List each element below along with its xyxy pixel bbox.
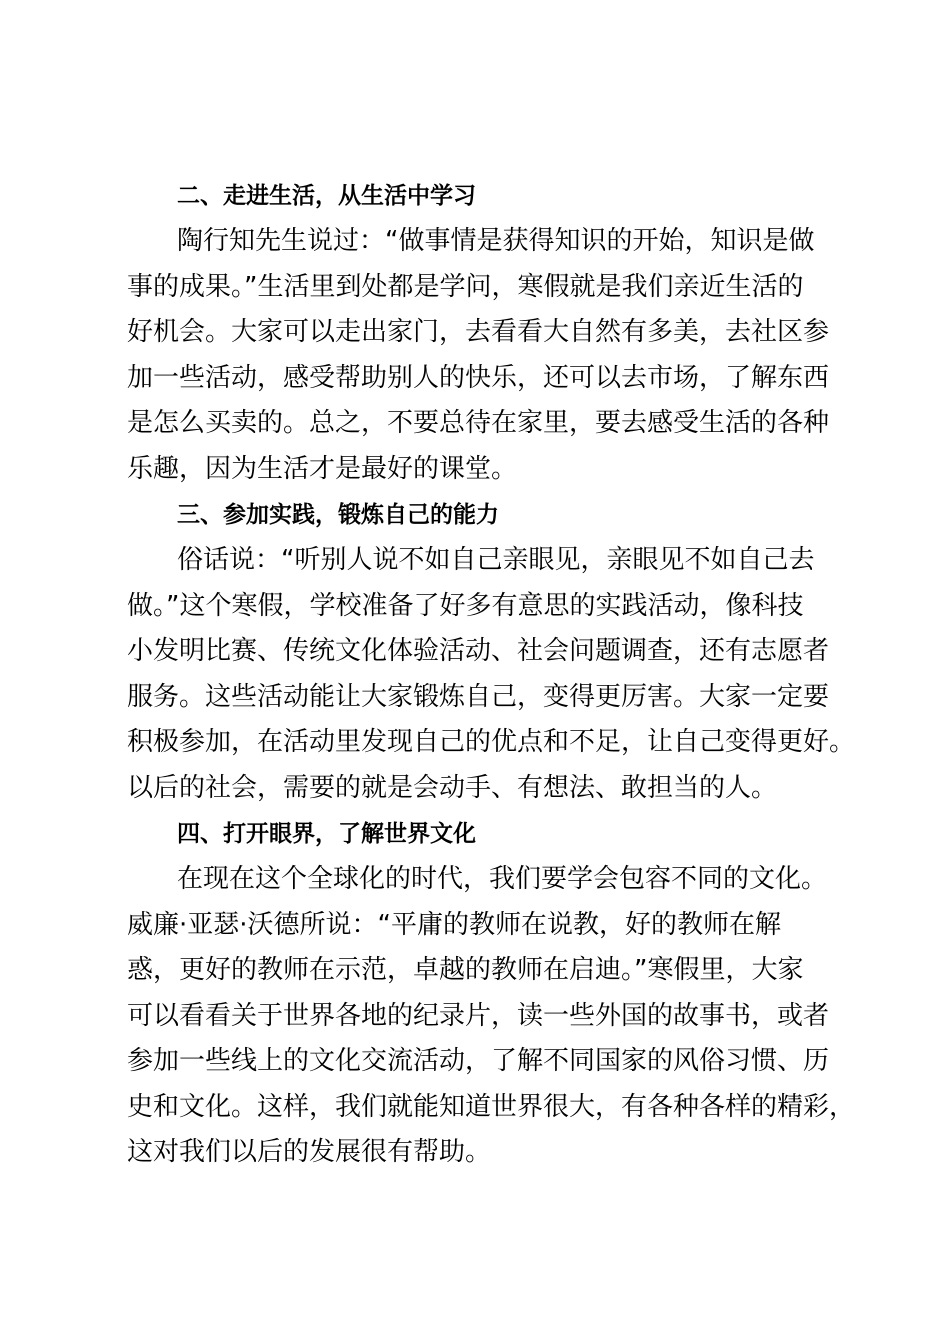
document-body — [127, 173, 857, 1176]
text-line: 俗话说：“听别人说不如自己亲眼见，亲眼见不如自己去 — [177, 545, 815, 575]
text-line: 乐趣，因为生活才是最好的课堂。 — [127, 453, 518, 484]
text-line: 加一些活动，感受帮助别人的快乐，还可以去市场，了解东西 — [127, 362, 830, 393]
text-line: 威廉·亚瑟·沃德所说：“平庸的教师在说教，好的教师在解 — [127, 909, 781, 940]
section-heading: 三、参加实践，锻炼自己的能力 — [177, 502, 499, 528]
section-life-learning — [127, 173, 857, 492]
text-line: 做。”这个寒假，学校准备了好多有意思的实践活动，像科技 — [127, 590, 804, 621]
section-paragraph — [127, 219, 857, 492]
section-heading: 二、走进生活，从生活中学习 — [177, 183, 476, 209]
text-line: 好机会。大家可以走出家门，去看看大自然有多美，去社区参 — [127, 317, 830, 347]
text-line: 在现在这个全球化的时代，我们要学会包容不同的文化。 — [177, 864, 828, 894]
text-line: 参加一些线上的文化交流活动，了解不同国家的风俗习惯、历 — [127, 1046, 830, 1076]
text-line: 这对我们以后的发展很有帮助。 — [127, 1137, 492, 1167]
section-heading: 四、打开眼界，了解世界文化 — [177, 821, 476, 847]
text-line: 事的成果。”生活里到处都是学问，寒假就是我们亲近生活的 — [127, 271, 804, 302]
section-paragraph — [127, 857, 857, 1176]
text-line: 以后的社会，需要的就是会动手、有想法、敢担当的人。 — [127, 772, 778, 803]
section-world-culture — [127, 811, 857, 1176]
text-line: 可以看看关于世界各地的纪录片，读一些外国的故事书，或者 — [127, 1000, 830, 1031]
section-paragraph — [127, 538, 857, 811]
text-line: 陶行知先生说过：“做事情是获得知识的开始，知识是做 — [177, 226, 815, 256]
text-line: 小发明比赛、传统文化体验活动、社会问题调查，还有志愿者 — [127, 636, 830, 666]
text-line: 积极参加，在活动里发现自己的优点和不足，让自己变得更好。 — [127, 727, 856, 757]
text-line: 是怎么买卖的。总之，不要总待在家里，要去感受生活的各种 — [127, 408, 830, 438]
text-line: 史和文化。这样，我们就能知道世界很大，有各种各样的精彩， — [127, 1091, 856, 1122]
text-line: 服务。这些活动能让大家锻炼自己，变得更厉害。大家一定要 — [127, 681, 830, 712]
text-line: 惑，更好的教师在示范，卓越的教师在启迪。”寒假里，大家 — [127, 955, 804, 985]
section-practice — [127, 492, 857, 811]
